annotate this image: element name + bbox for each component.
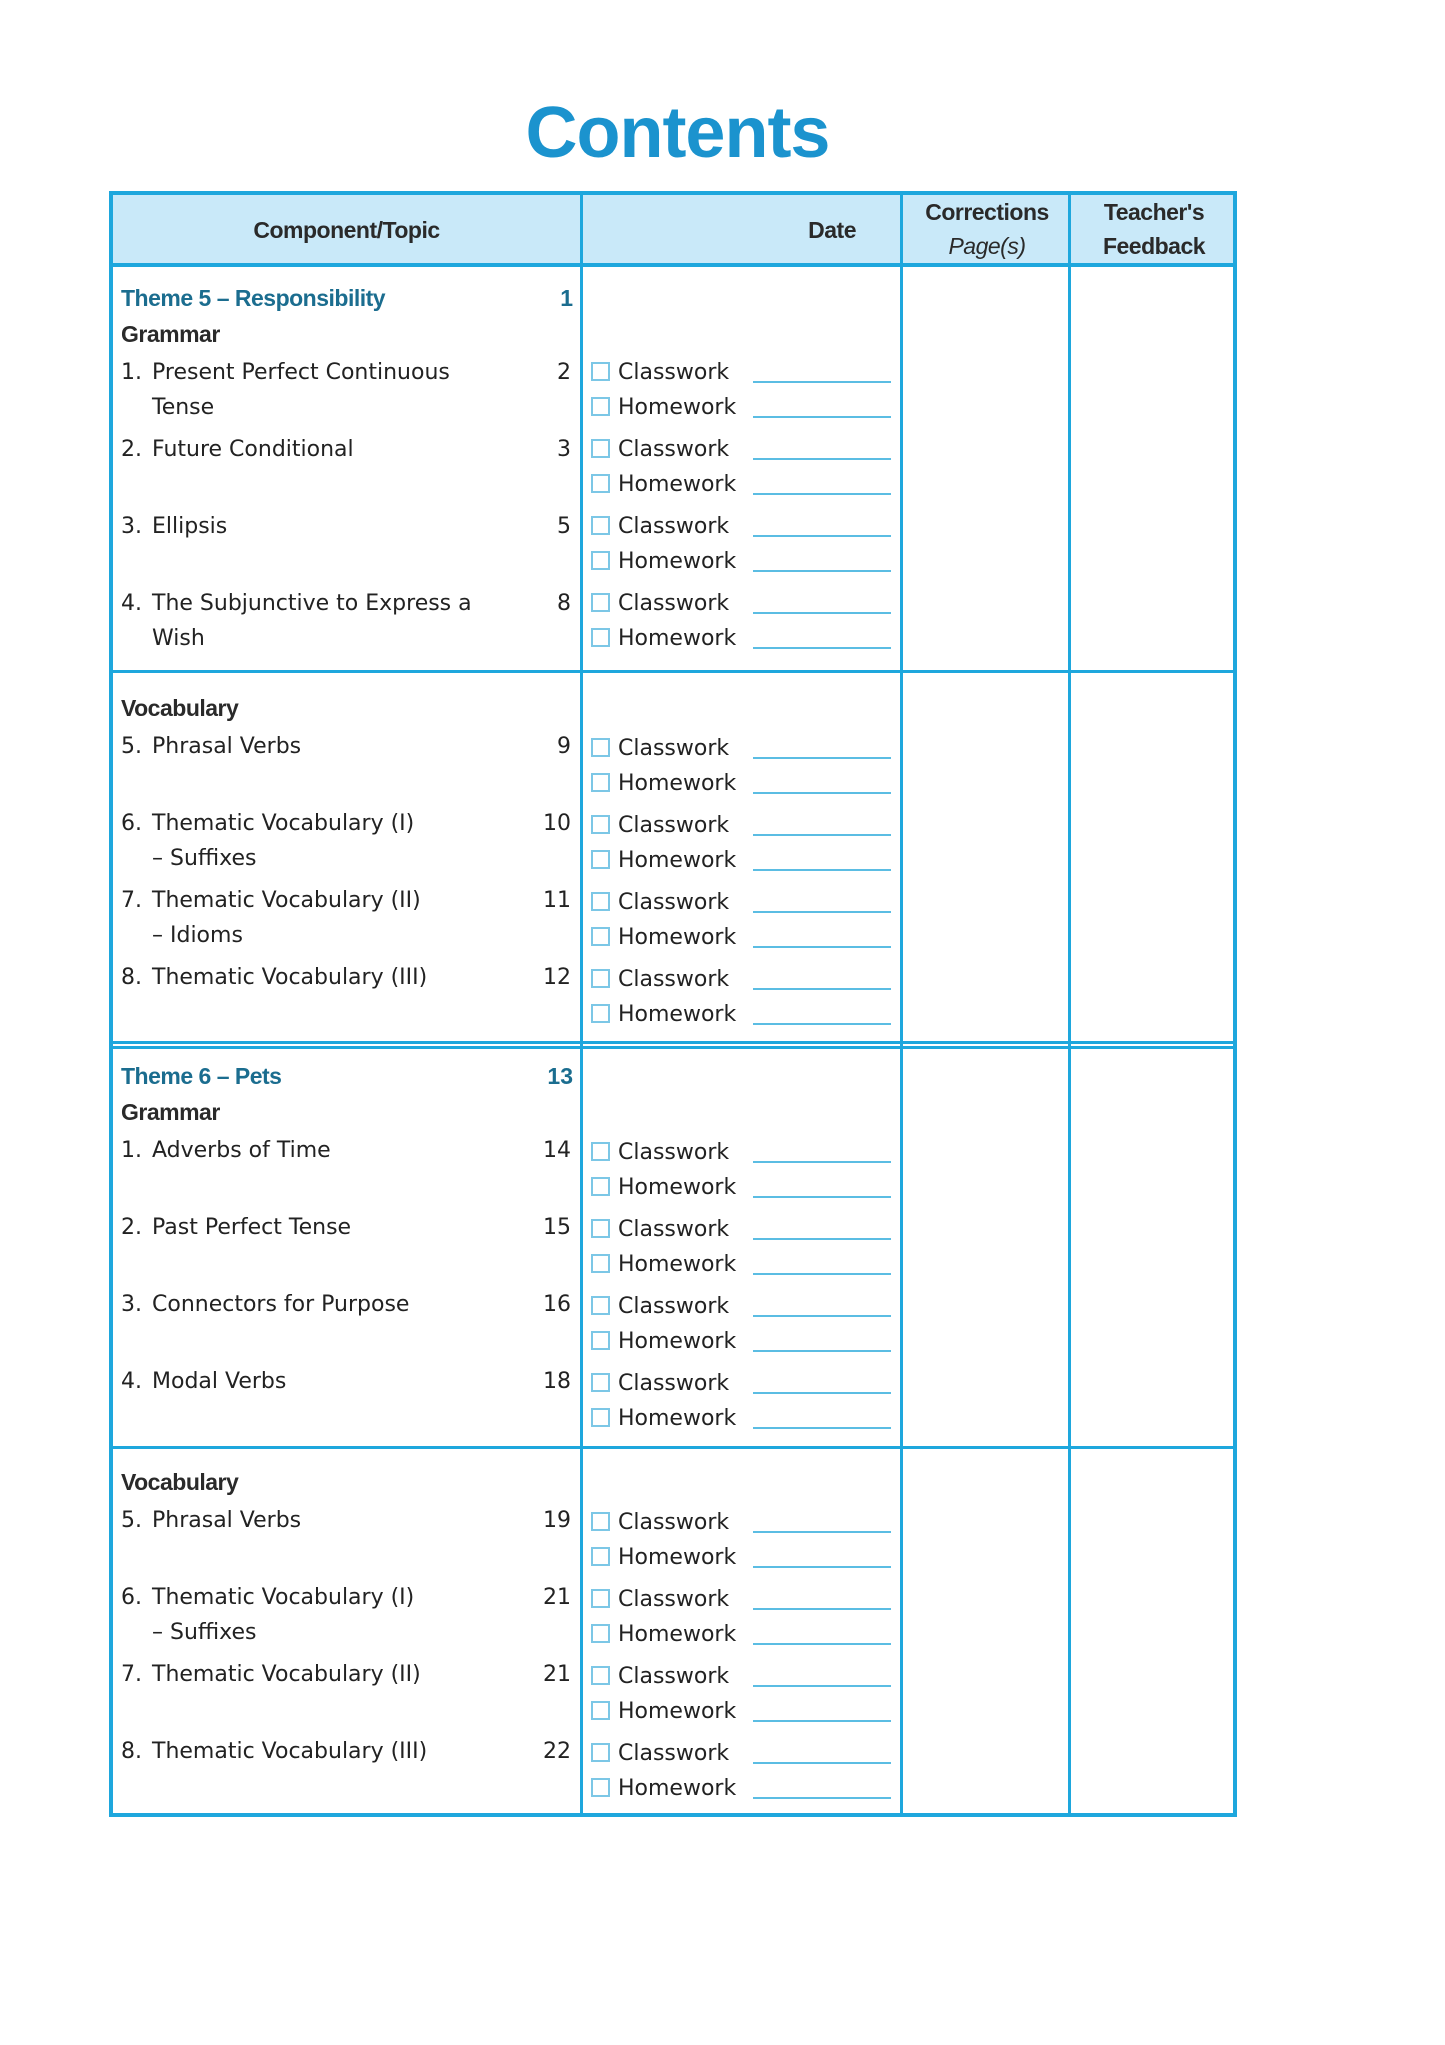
classwork-row[interactable]	[591, 509, 891, 544]
classwork-label: Classwork	[618, 437, 730, 462]
classwork-label: Classwork	[618, 1371, 730, 1396]
checkbox-icon[interactable]	[591, 1778, 610, 1797]
checkbox-icon[interactable]	[591, 1743, 610, 1762]
date-line[interactable]	[753, 1273, 891, 1275]
theme-title: Theme 5 – Responsibility	[121, 285, 386, 311]
date-line[interactable]	[753, 1720, 891, 1722]
date-line[interactable]	[753, 757, 891, 759]
item-number: 8.	[121, 1739, 142, 1764]
item-title: Ellipsis	[152, 514, 228, 539]
category-label: Grammar	[121, 1099, 220, 1125]
date-line[interactable]	[753, 1643, 891, 1645]
classwork-label: Classwork	[618, 514, 730, 539]
classwork-row[interactable]	[591, 731, 891, 766]
header-topic: Component/Topic	[253, 217, 440, 243]
item-number: 2.	[121, 1215, 142, 1240]
homework-row[interactable]	[591, 1401, 891, 1436]
date-line[interactable]	[753, 570, 891, 572]
checkbox-icon[interactable]	[591, 439, 610, 458]
item-number: 7.	[121, 1662, 142, 1687]
header-corrections-subtitle: Page(s)	[948, 233, 1026, 259]
classwork-row[interactable]	[591, 355, 891, 390]
date-line[interactable]	[753, 1685, 891, 1687]
date-line[interactable]	[753, 1161, 891, 1163]
checkbox-icon[interactable]	[591, 773, 610, 792]
checkbox-icon[interactable]	[591, 1219, 610, 1238]
date-line[interactable]	[753, 988, 891, 990]
classwork-row[interactable]	[591, 1289, 891, 1324]
classwork-label: Classwork	[618, 967, 730, 992]
item-number: 6.	[121, 1585, 142, 1610]
date-line[interactable]	[753, 535, 891, 537]
homework-label: Homework	[618, 472, 737, 497]
item-number: 5.	[121, 734, 142, 759]
classwork-row[interactable]	[591, 962, 891, 997]
section-divider	[113, 1446, 1233, 1449]
item-page: 22	[543, 1739, 571, 1764]
date-line[interactable]	[753, 1315, 891, 1317]
column-divider	[580, 195, 583, 1813]
column-divider	[1068, 195, 1071, 1813]
homework-label: Homework	[618, 1329, 737, 1354]
item-number: 4.	[121, 591, 142, 616]
checkbox-icon[interactable]	[591, 1408, 610, 1427]
classwork-label: Classwork	[618, 1294, 730, 1319]
header-feedback-line2: Feedback	[1102, 233, 1206, 259]
classwork-label: Classwork	[618, 1587, 730, 1612]
classwork-row[interactable]	[591, 1736, 891, 1771]
header-feedback-line1: Teacher's	[1103, 199, 1205, 225]
homework-row[interactable]	[591, 920, 891, 955]
item-title: Thematic Vocabulary (I) – Suffixes	[152, 811, 415, 871]
checkbox-icon[interactable]	[591, 850, 610, 869]
checkbox-icon[interactable]	[591, 362, 610, 381]
homework-row[interactable]	[591, 1617, 891, 1652]
item-number: 8.	[121, 965, 142, 990]
item-title: Modal Verbs	[152, 1369, 287, 1394]
item-page: 12	[543, 965, 571, 990]
classwork-row[interactable]	[591, 586, 891, 621]
classwork-label: Classwork	[618, 1664, 730, 1689]
homework-row[interactable]	[591, 390, 891, 425]
date-line[interactable]	[753, 946, 891, 948]
checkbox-icon[interactable]	[591, 815, 610, 834]
checkbox-icon[interactable]	[591, 892, 610, 911]
date-line[interactable]	[753, 1762, 891, 1764]
item-number: 3.	[121, 1292, 142, 1317]
page-title: Contents	[525, 93, 830, 173]
item-title: Thematic Vocabulary (II)	[152, 1662, 421, 1687]
date-line[interactable]	[753, 869, 891, 871]
homework-label: Homework	[618, 1002, 737, 1027]
homework-label: Homework	[618, 1545, 737, 1570]
item-title: Present Perfect Continuous Tense	[152, 360, 450, 420]
homework-row[interactable]	[591, 1324, 891, 1359]
item-title: Thematic Vocabulary (I) – Suffixes	[152, 1585, 415, 1645]
homework-row[interactable]	[591, 621, 891, 656]
classwork-label: Classwork	[618, 1140, 730, 1165]
item-number: 6.	[121, 811, 142, 836]
homework-row[interactable]	[591, 997, 891, 1032]
classwork-label: Classwork	[618, 1510, 730, 1535]
checkbox-icon[interactable]	[591, 1296, 610, 1315]
header-corrections-title: Corrections	[925, 199, 1049, 225]
item-page: 10	[543, 811, 571, 836]
section-divider	[113, 670, 1233, 673]
homework-row[interactable]	[591, 1771, 891, 1806]
classwork-label: Classwork	[618, 813, 730, 838]
classwork-row[interactable]	[591, 1582, 891, 1617]
classwork-row[interactable]	[591, 432, 891, 467]
item-title: Future Conditional	[152, 437, 354, 462]
classwork-row[interactable]	[591, 1212, 891, 1247]
homework-label: Homework	[618, 771, 737, 796]
checkbox-icon[interactable]	[591, 738, 610, 757]
homework-label: Homework	[618, 1622, 737, 1647]
homework-label: Homework	[618, 1776, 737, 1801]
classwork-label: Classwork	[618, 360, 730, 385]
date-line[interactable]	[753, 381, 891, 383]
item-page: 14	[543, 1138, 571, 1163]
classwork-label: Classwork	[618, 736, 730, 761]
contents-table	[109, 191, 1237, 1817]
item-page: 9	[557, 734, 571, 759]
item-number: 1.	[121, 360, 142, 385]
category-label: Grammar	[121, 321, 220, 347]
checkbox-icon[interactable]	[591, 1177, 610, 1196]
classwork-row[interactable]	[591, 1135, 891, 1170]
date-line[interactable]	[753, 834, 891, 836]
date-line[interactable]	[753, 493, 891, 495]
checkbox-icon[interactable]	[591, 397, 610, 416]
checkbox-icon[interactable]	[591, 1254, 610, 1273]
checkbox-icon[interactable]	[591, 969, 610, 988]
theme-title: Theme 6 – Pets	[121, 1063, 282, 1089]
classwork-row[interactable]	[591, 885, 891, 920]
homework-row[interactable]	[591, 766, 891, 801]
item-page: 5	[557, 514, 571, 539]
date-line[interactable]	[753, 458, 891, 460]
homework-row[interactable]	[591, 1540, 891, 1575]
checkbox-icon[interactable]	[591, 1004, 610, 1023]
item-title: Thematic Vocabulary (II) – Idioms	[152, 888, 421, 948]
item-number: 7.	[121, 888, 142, 913]
header-corrections	[903, 195, 1071, 263]
date-line[interactable]	[753, 612, 891, 614]
checkbox-icon[interactable]	[591, 1373, 610, 1392]
checkbox-icon[interactable]	[591, 474, 610, 493]
checkbox-icon[interactable]	[591, 1547, 610, 1566]
item-page: 2	[557, 360, 571, 385]
date-line[interactable]	[753, 1196, 891, 1198]
item-number: 1.	[121, 1138, 142, 1163]
item-page: 21	[543, 1585, 571, 1610]
checkbox-icon[interactable]	[591, 1701, 610, 1720]
classwork-row[interactable]	[591, 808, 891, 843]
item-title: Past Perfect Tense	[152, 1215, 352, 1240]
date-line[interactable]	[753, 1392, 891, 1394]
classwork-label: Classwork	[618, 1741, 730, 1766]
date-line[interactable]	[753, 1350, 891, 1352]
classwork-label: Classwork	[618, 591, 730, 616]
homework-label: Homework	[618, 395, 737, 420]
homework-label: Homework	[618, 848, 737, 873]
homework-row[interactable]	[591, 843, 891, 878]
item-page: 11	[543, 888, 571, 913]
homework-row[interactable]	[591, 1170, 891, 1205]
homework-row[interactable]	[591, 1247, 891, 1282]
date-line[interactable]	[753, 416, 891, 418]
homework-label: Homework	[618, 549, 737, 574]
classwork-row[interactable]	[591, 1659, 891, 1694]
classwork-label: Classwork	[618, 890, 730, 915]
homework-label: Homework	[618, 1406, 737, 1431]
checkbox-icon[interactable]	[591, 593, 610, 612]
column-divider	[900, 195, 903, 1813]
date-line[interactable]	[753, 1566, 891, 1568]
item-number: 2.	[121, 437, 142, 462]
item-page: 3	[557, 437, 571, 462]
checkbox-icon[interactable]	[591, 1331, 610, 1350]
classwork-label: Classwork	[618, 1217, 730, 1242]
homework-label: Homework	[618, 1175, 737, 1200]
date-line[interactable]	[753, 1427, 891, 1429]
date-line[interactable]	[753, 1023, 891, 1025]
item-title: The Subjunctive to Express a Wish	[152, 591, 472, 651]
theme-page: 1	[560, 285, 573, 311]
header-feedback	[1071, 195, 1237, 263]
classwork-row[interactable]	[591, 1505, 891, 1540]
checkbox-icon[interactable]	[591, 516, 610, 535]
date-line[interactable]	[753, 792, 891, 794]
date-line[interactable]	[753, 647, 891, 649]
checkbox-icon[interactable]	[591, 1512, 610, 1531]
item-page: 16	[543, 1292, 571, 1317]
homework-label: Homework	[618, 925, 737, 950]
category-label: Vocabulary	[121, 695, 239, 721]
theme-divider	[113, 1046, 1233, 1049]
date-line[interactable]	[753, 1238, 891, 1240]
item-title: Phrasal Verbs	[152, 734, 302, 759]
date-line[interactable]	[753, 911, 891, 913]
theme-page: 13	[547, 1063, 573, 1089]
homework-label: Homework	[618, 1699, 737, 1724]
checkbox-icon[interactable]	[591, 551, 610, 570]
item-page: 8	[557, 591, 571, 616]
item-title: Thematic Vocabulary (III)	[152, 1739, 428, 1764]
item-title: Thematic Vocabulary (III)	[152, 965, 428, 990]
theme-divider	[113, 1041, 1233, 1044]
item-page: 15	[543, 1215, 571, 1240]
date-line[interactable]	[753, 1797, 891, 1799]
homework-label: Homework	[618, 626, 737, 651]
homework-row[interactable]	[591, 1694, 891, 1729]
header-date: Date	[808, 217, 856, 243]
item-title: Adverbs of Time	[152, 1138, 331, 1163]
item-page: 19	[543, 1508, 571, 1533]
homework-row[interactable]	[591, 467, 891, 502]
checkbox-icon[interactable]	[591, 1589, 610, 1608]
date-line[interactable]	[753, 1608, 891, 1610]
checkbox-icon[interactable]	[591, 628, 610, 647]
item-number: 5.	[121, 1508, 142, 1533]
homework-label: Homework	[618, 1252, 737, 1277]
homework-row[interactable]	[591, 544, 891, 579]
item-number: 3.	[121, 514, 142, 539]
checkbox-icon[interactable]	[591, 927, 610, 946]
classwork-row[interactable]	[591, 1366, 891, 1401]
item-number: 4.	[121, 1369, 142, 1394]
item-title: Phrasal Verbs	[152, 1508, 302, 1533]
item-page: 21	[543, 1662, 571, 1687]
checkbox-icon[interactable]	[591, 1142, 610, 1161]
category-label: Vocabulary	[121, 1469, 239, 1495]
item-page: 18	[543, 1369, 571, 1394]
item-title: Connectors for Purpose	[152, 1292, 410, 1317]
table-header	[113, 195, 1233, 267]
checkbox-icon[interactable]	[591, 1666, 610, 1685]
checkbox-icon[interactable]	[591, 1624, 610, 1643]
date-line[interactable]	[753, 1531, 891, 1533]
